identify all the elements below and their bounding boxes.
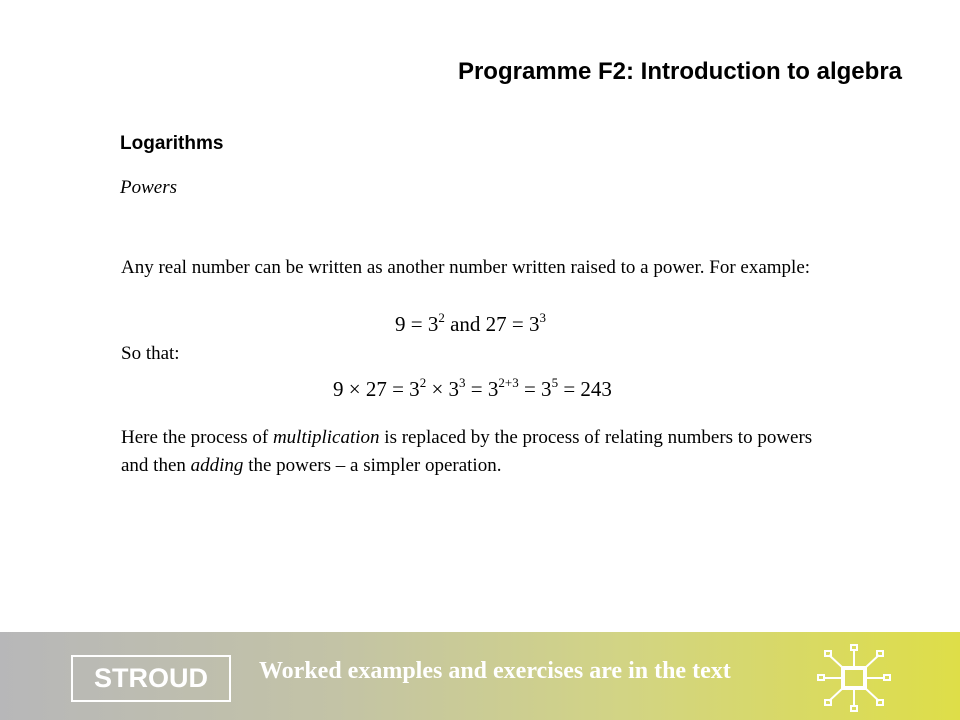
section-heading: Logarithms [120,133,224,154]
network-hub-icon [815,643,895,713]
page-title: Programme F2: Introduction to algebra [457,58,902,85]
product-equation: $9 \times 27 = 3^2 \times 3^3 = 3^{2+3} = 3^5 = 243$ [333,375,612,401]
intro-paragraph: Any real number can be written as another number written raised to a power. For example: [121,257,811,278]
footer-note: Worked examples and exercises are in the text [259,658,731,684]
stroud-logo: STROUD [71,655,231,702]
so-that-label: So that: [121,343,180,364]
explanation-paragraph: Here the process of multiplication is replaced by the process of relating numbers to powers and then adding the powers – a simpler operation. [121,427,813,476]
subsection-heading: Powers [120,177,177,198]
example-equation: $9 = 3^2$ and $27 = 3^3$ [395,310,547,336]
